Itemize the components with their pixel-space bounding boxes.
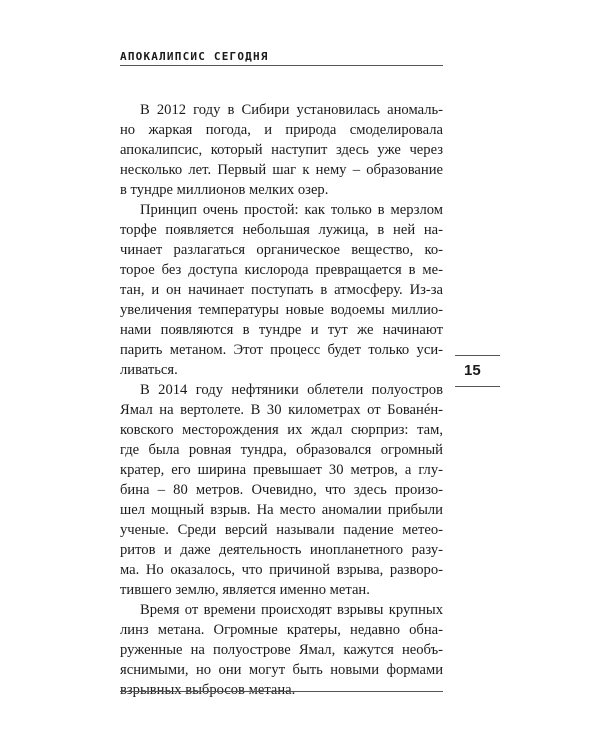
text-line: яснимыми, но они могут быть новыми формами xyxy=(120,662,443,678)
text-line: увеличения температуры новые водоемы миллио- xyxy=(120,302,443,318)
text-line: руженные на полуострове Ямал, кажутся необъ- xyxy=(120,642,443,658)
text-line: в тундре миллионов мелких озер. xyxy=(120,182,329,198)
text-line: нами появляются в тундре и тут же начинают xyxy=(120,322,443,338)
text-line: ковского месторождения их ждал сюрприз: там, xyxy=(120,422,443,438)
text-line: Время от времени происходят взрывы крупных xyxy=(140,602,443,618)
text-line: где была ровная тундра, образовался огромный xyxy=(120,442,443,458)
page-number-rule-top xyxy=(455,355,500,356)
text-line: тан, и он начинает поступать в атмосферу. Из-за xyxy=(120,282,443,298)
text-line: Принцип очень простой: как только в мерзлом xyxy=(140,202,443,218)
text-line: торфе появляется небольшая лужица, в ней на- xyxy=(120,222,443,238)
text-line: ритов и даже деятельность инопланетного разу- xyxy=(120,542,443,558)
text-line: ливаться. xyxy=(120,362,178,378)
text-line: взрывных выбросов метана. xyxy=(120,682,296,698)
paragraph xyxy=(120,200,443,380)
text-line: кратер, его ширина превышает 30 метров, а глу- xyxy=(120,462,443,478)
text-line: чинает разлагаться органическое вещество, ко- xyxy=(120,242,443,258)
text-line: линз метана. Огромные кратеры, недавно обна- xyxy=(120,622,443,638)
paragraph xyxy=(120,100,443,200)
paragraph xyxy=(120,600,443,700)
text-line: шел мощный взрыв. На место аномалии прибыли xyxy=(120,502,443,518)
running-head-title: АПОКАЛИПСИС СЕГОДНЯ xyxy=(120,50,269,63)
text-line: ма. Но оказалось, что причиной взрыва, разворо- xyxy=(120,562,443,578)
text-line: Ямал на вертолете. В 30 километрах от Бованéн- xyxy=(120,402,443,418)
text-line: тившего землю, является именно метан. xyxy=(120,582,370,598)
text-line: несколько лет. Первый шаг к нему – образование xyxy=(120,162,443,178)
text-line: бина – 80 метров. Очевидно, что здесь произо- xyxy=(120,482,443,498)
page-number: 15 xyxy=(464,362,481,379)
header-divider xyxy=(120,65,443,66)
text-line: торое без доступа кислорода превращается в ме- xyxy=(120,262,443,278)
text-line: но жаркая погода, и природа смоделировала xyxy=(120,122,443,138)
text-line: парить метаном. Этот процесс будет только уси- xyxy=(120,342,443,358)
footer-divider xyxy=(120,691,443,692)
text-line: В 2014 году нефтяники облетели полуостров xyxy=(140,382,443,398)
text-line: В 2012 году в Сибири установилась аномаль- xyxy=(140,102,443,118)
paragraph xyxy=(120,380,443,600)
text-line: апокалипсис, который наступит здесь уже через xyxy=(120,142,443,158)
page-number-rule-bottom xyxy=(455,386,500,387)
body-text xyxy=(120,100,443,700)
text-line: ученые. Среди версий называли падение метео- xyxy=(120,522,443,538)
